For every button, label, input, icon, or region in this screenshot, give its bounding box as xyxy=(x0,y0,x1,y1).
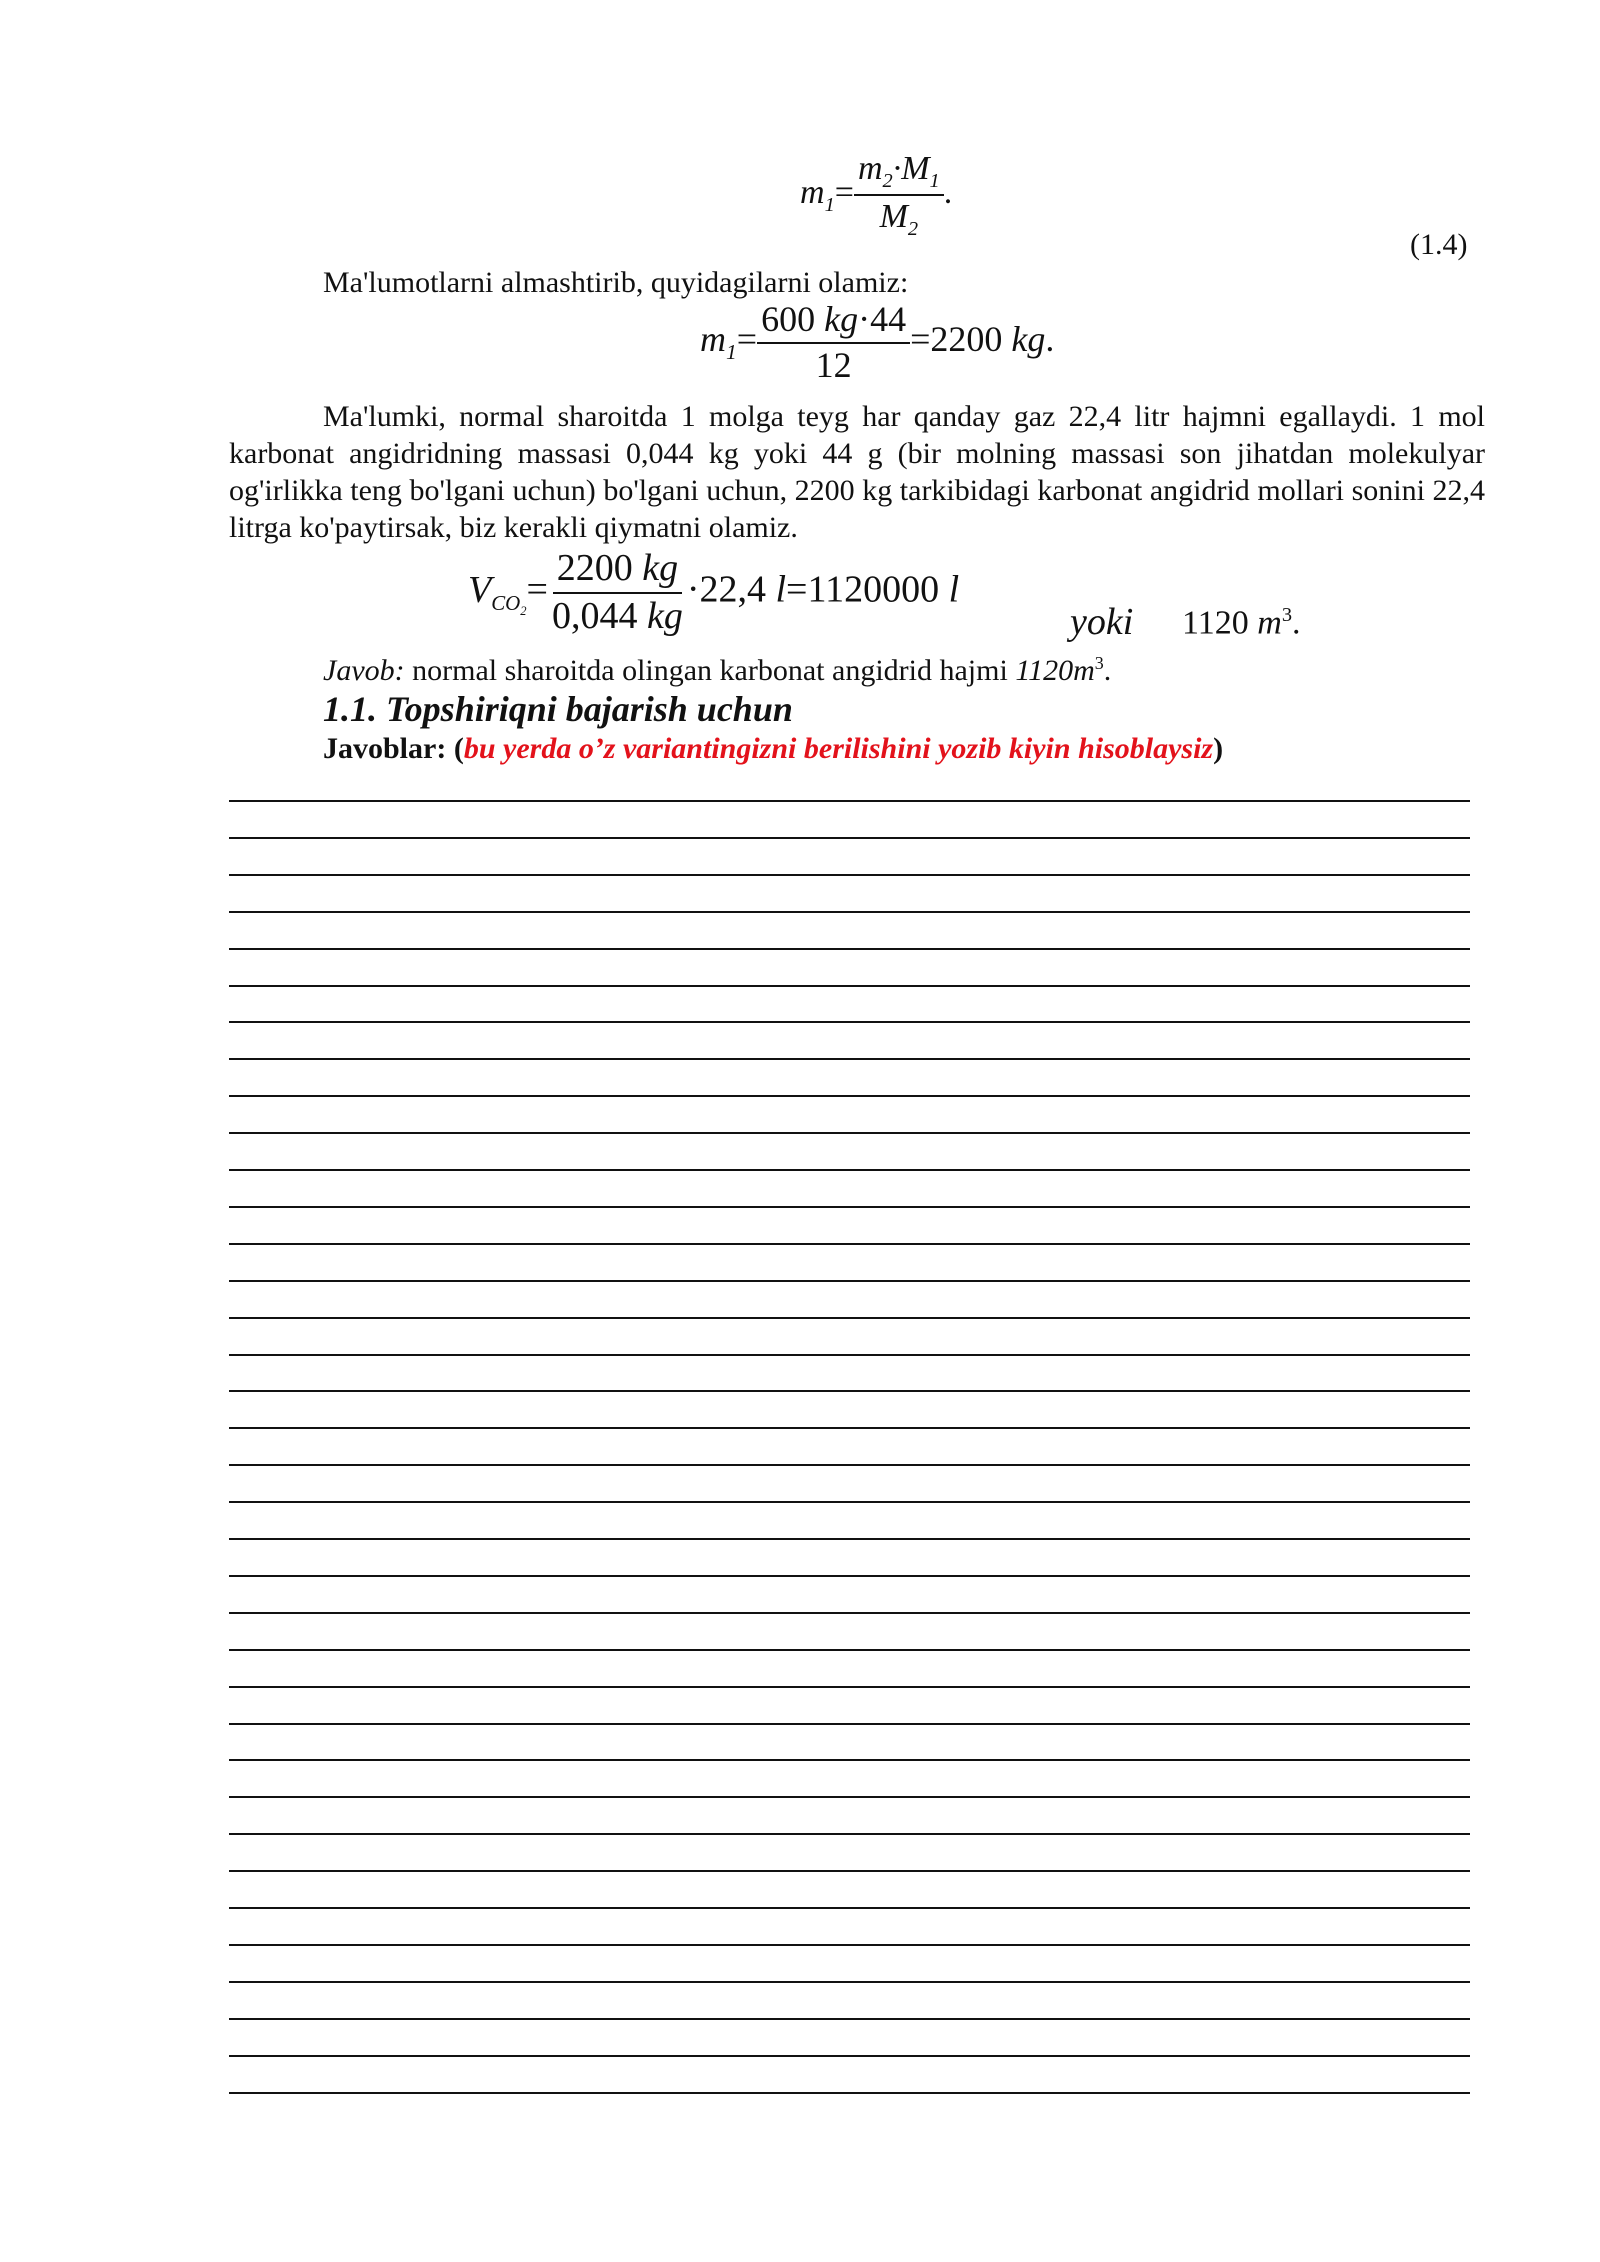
ruled-line xyxy=(229,1464,1470,1466)
ruled-line xyxy=(229,2018,1470,2020)
ruled-line xyxy=(229,1169,1470,1171)
task-heading: 1.1. Topshiriqni bajarish uchun xyxy=(323,689,793,729)
formula-alt-result: 1120 $m^3$. xyxy=(1182,604,1301,642)
ruled-line xyxy=(229,911,1470,913)
explanation-paragraph: Ma'lumki, normal sharoitda 1 molga teyg har qanday gaz 22,4 litr hajmni egallaydi. 1 mol karbonat angidridning massasi 0,044 kg yoki 44 g (bir molning massasi son jihatdan molekulyar og'irlikka teng bo'lgani uchun) bo'lgani uchun, 2200 kg tarkibidagi karbonat angidrid mollari sonini 22,4 litrga ko'paytirsak, biz kerakli qiymatni olamiz. xyxy=(229,400,1485,544)
ruled-line xyxy=(229,1538,1470,1540)
ruled-line xyxy=(229,1870,1470,1872)
ruled-line xyxy=(229,1427,1470,1429)
formula-number: (1.4) xyxy=(1410,228,1468,261)
ruled-line xyxy=(229,1021,1470,1023)
ruled-line xyxy=(229,1280,1470,1282)
ruled-line xyxy=(229,1058,1470,1060)
ruled-line xyxy=(229,837,1470,839)
intro-sentence: Ma'lumotlarni almashtirib, quyidagilarni olamiz: xyxy=(323,266,909,299)
ruled-line xyxy=(229,1686,1470,1688)
formula-lhs: $m_1$ xyxy=(800,174,835,216)
ruled-line xyxy=(229,2092,1470,2094)
ruled-line xyxy=(229,1796,1470,1798)
answers-label: Javoblar: xyxy=(323,732,447,765)
ruled-line xyxy=(229,1575,1470,1577)
ruled-line xyxy=(229,800,1470,802)
ruled-line xyxy=(229,1206,1470,1208)
ruled-line xyxy=(229,1833,1470,1835)
ruled-line xyxy=(229,985,1470,987)
ruled-line xyxy=(229,1354,1470,1356)
ruled-line xyxy=(229,1243,1470,1245)
answer-line: Javob: normal sharoitda olingan karbonat angidrid hajmi $1120m^3$. xyxy=(323,653,1112,687)
ruled-line xyxy=(229,1501,1470,1503)
answers-instruction: bu yerda o’z variantingizni berilishini yozib kiyin hisoblaysiz xyxy=(463,732,1214,765)
ruled-line xyxy=(229,1907,1470,1909)
ruled-line xyxy=(229,1095,1470,1097)
ruled-line xyxy=(229,1317,1470,1319)
answers-prompt: Javoblar: (bu yerda o’z variantingizni berilishini yozib kiyin hisoblaysiz) xyxy=(323,732,1224,765)
formula-1-4: $m_1=$ $\frac{m_2\cdot M_1}{M_2}$ . xyxy=(800,150,953,241)
formula-volume: $V_{CO_2}=$ $\frac{2200 kg}{0,044 kg}$ ·22,4 l=1120000 l xyxy=(468,547,960,637)
formula-fraction: $\frac{m_2\cdot M_1}{M_2}$ xyxy=(854,150,944,240)
ruled-line xyxy=(229,1612,1470,1614)
ruled-line xyxy=(229,1981,1470,1983)
ruled-line xyxy=(229,1723,1470,1725)
ruled-line xyxy=(229,1759,1470,1761)
ruled-line xyxy=(229,874,1470,876)
ruled-line xyxy=(229,1390,1470,1392)
formula-m1: $m_1=$ $\frac{600 kg\cdot 44}{12}$ =2200 kg. xyxy=(700,299,1055,385)
ruled-line xyxy=(229,1132,1470,1134)
formula-or-word: yoki xyxy=(1070,601,1134,643)
ruled-line xyxy=(229,1649,1470,1651)
answer-label: Javob: xyxy=(323,654,405,687)
ruled-line xyxy=(229,948,1470,950)
ruled-line xyxy=(229,2055,1470,2057)
ruled-line xyxy=(229,1944,1470,1946)
